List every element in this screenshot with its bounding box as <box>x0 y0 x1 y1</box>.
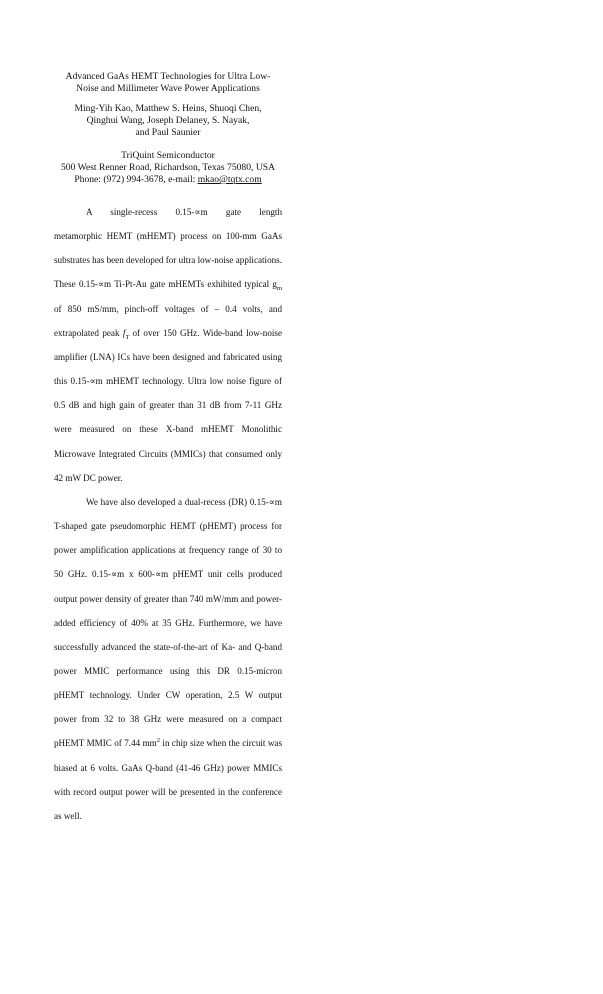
abstract <box>54 200 282 828</box>
affiliation <box>54 150 282 186</box>
paper-title <box>54 71 282 95</box>
abstract-p2-text-b: in chip size when the circuit was biased at 6 volts. GaAs Q-band (41-46 GHz) power MMICs with record output power will be presented in the conference as well. <box>54 738 283 821</box>
abstract-paragraph-2 <box>54 490 282 828</box>
abstract-p1-text-c: of over 150 GHz. Wide-band low-noise amplifier (LNA) ICs have been designed and fabricated using this 0.15-∝m mHEMT technology. Ultra low noise figure of 0.5 dB and high gain of greater than 31 dB from 7-11 GHz were measured on these X-band mHEMT Monolithic Microwave Integrated Circuits (MMICs) that consumed only 42 mW DC power. <box>54 327 282 483</box>
author-line-1: Ming-Yih Kao, Matthew S. Heins, Shuoqi Chen, <box>74 103 262 114</box>
title-line-1: Advanced GaAs HEMT Technologies for Ultra Low- <box>65 71 271 82</box>
abstract-p2-text-a: We have also developed a dual-recess (DR) 0.15-∝m T-shaped gate pseudomorphic HEMT (pHEMT) process for power amplification applications at frequency range of 30 to 50 GHz. 0.15-∝m x 600-∝m pHEMT unit cells produced output power density of greater than 740 mW/mm and power-added efficiency of 40% at 35 GHz. Furthermore, we have successfully advanced the state-of-the-art of Ka- and Q-band power MMIC performance using this DR 0.15-micron pHEMT technology. Under CW operation, 2.5 W output power from 32 to 38 GHz were measured on a compact pHEMT MMIC of 7.44 mm <box>54 496 282 749</box>
author-line-3: and Paul Saunier <box>135 127 201 138</box>
gm-subscript: m <box>276 285 282 293</box>
ft-symbol: f <box>122 327 126 338</box>
affiliation-address: 500 West Renner Road, Richardson, Texas 75080, USA <box>60 162 276 173</box>
author-list <box>54 103 282 139</box>
title-line-2: Noise and Millimeter Wave Power Applications <box>76 83 260 94</box>
ft-subscript-letter: T <box>125 333 130 341</box>
abstract-p1-lead: A single-recess 0.15-∝m gate length <box>86 207 282 217</box>
abstract-p1-text-a: metamorphic HEMT (mHEMT) process on 100-mm GaAs substrates has been developed for ultra low-noise applications. These 0.15-∝m Ti-Pt-Au gate mHEMTs exhibited typical g <box>54 231 282 290</box>
email-link[interactable]: mkao@tqtx.com <box>197 174 262 185</box>
author-line-2: Qinghui Wang, Joseph Delaney, S. Nayak, <box>86 115 250 126</box>
affiliation-phone: Phone: (972) 994-3678, e-mail: <box>74 174 198 185</box>
abstract-paragraph-1 <box>54 200 282 490</box>
area-superscript: 2 <box>156 737 160 745</box>
affiliation-contact <box>54 174 282 186</box>
abstract-p1-text-b: of 850 mS/mm, pinch-off voltages of – 0.4 volts, and extrapolated peak <box>54 303 282 338</box>
affiliation-org: TriQuint Semiconductor <box>121 150 215 161</box>
